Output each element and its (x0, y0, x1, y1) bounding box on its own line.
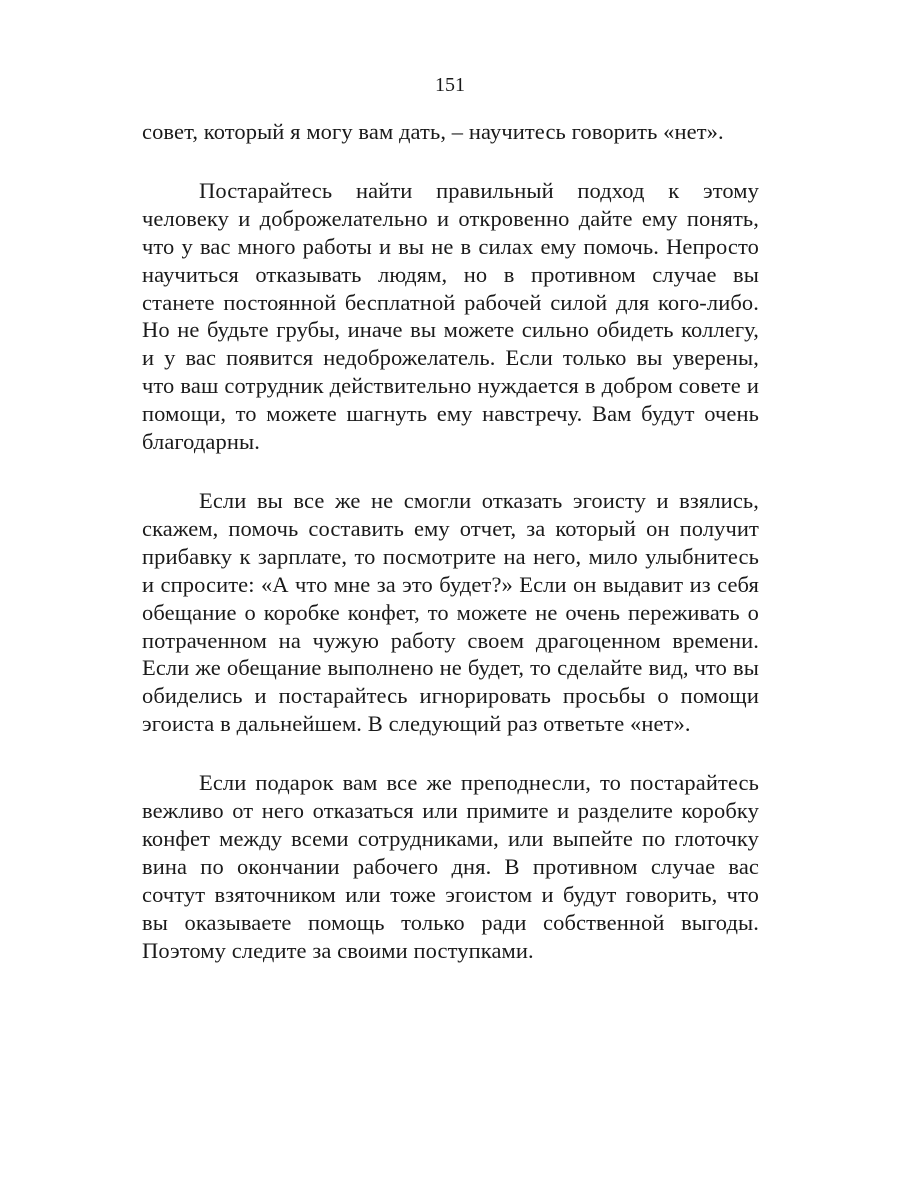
body-text (142, 118, 759, 964)
paragraph: Если подарок вам все же преподнесли, то постарайтесь вежливо от него отказаться или примите и разделите коробку конфет между всеми сотрудниками, или выпейте по глоточку вина по окончании рабочего дня. В противном случае вас сочтут взяточником или тоже эгоистом и будут говорить, что вы оказываете помощь только ради собственной выгоды. Поэтому следите за своими поступками. (142, 770, 759, 963)
page-number: 151 (435, 74, 465, 96)
paragraph: Постарайтесь найти правильный подход к этому человеку и доброжелательно и откровенно дайте ему понять, что у вас много работы и вы не в силах ему помочь. Непросто научиться отказывать людям, но в противном случае вы станете постоянной бесплатной рабочей силой для кого-либо. Но не будьте грубы, иначе вы можете сильно обидеть коллегу, и у вас появится недоброжелатель. Если только вы уверены, что ваш сотрудник действительно нуждается в добром совете и помощи, то можете шагнуть ему навстречу. Вам будут очень благодарны. (142, 177, 759, 455)
paragraph: Если вы все же не смогли отказать эгоисту и взялись, скажем, помочь составить ему отчет, за который он получит прибавку к зарплате, то посмотрите на него, мило улыбнитесь и спросите: «А что мне за это будет?» Если он выдавит из себя обещание о коробке конфет, то можете не очень переживать о потраченном на чужую работу своем драгоценном времени. Если же обещание выполнено не будет, то сделайте вид, что вы обиделись и постарайтесь игнорировать просьбы о помощи эгоиста в дальнейшем. В следующий раз ответьте «нет». (142, 487, 759, 737)
paragraph-continuation: совет, который я могу вам дать, – научитесь говорить «нет». (142, 119, 724, 144)
